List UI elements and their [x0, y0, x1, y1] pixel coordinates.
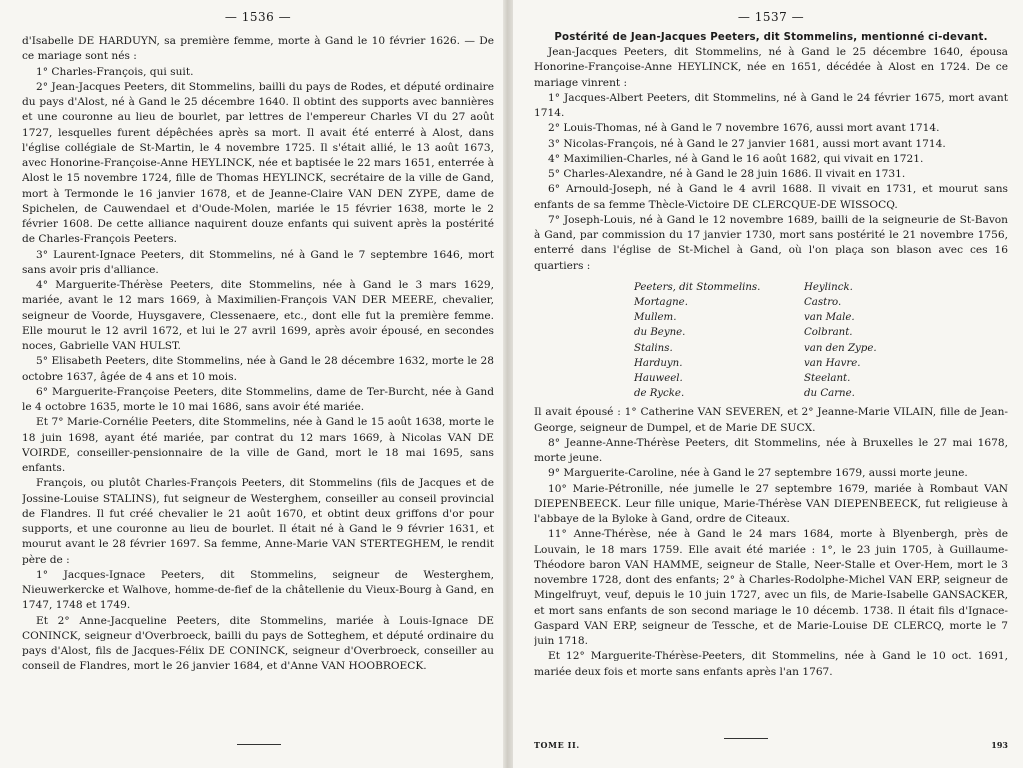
paragraph: Et 7° Marie-Cornélie Peeters, dite Stommelins, née à Gand le 15 août 1638, morte le 18 juin 1698, ayant été mariée, par contrat du 12 mars 1669, à Nicolas VAN DE VOIRDE, conseiller-pensionnaire de la ville de Gand, mort le 18 mai 1695, sans enfants. — [22, 416, 494, 474]
quarter-right: van Havre. — [804, 357, 861, 369]
book-gutter — [503, 0, 513, 768]
quarters-list — [634, 280, 1008, 402]
footer-tome: TOME II. — [534, 740, 580, 750]
bottom-rule — [724, 738, 768, 739]
quarter-left: Mortagne. — [634, 296, 688, 308]
paragraph: 11° Anne-Thérèse, née à Gand le 24 mars 1684, morte à Blyenbergh, près de Louvain, le 18 mars 1759. Elle avait été mariée : 1°, le 23 juin 1705, à Guillaume-Théodore baron VAN HAMME, seigneur de Stalle, Neer-Stalle et Over-Hem, mort le 3 novembre 1728, dont des enfants; 2° à Charles-Rodolphe-Michel VAN ERP, seigneur de Mingelfruyt, veuf, depuis le 10 juin 1727, avec un fils, de Marie-Isabelle GANSACKER, et mort sans enfants de son second mariage le 10 décemb. 1738. Il était fils d'Ignace-Gaspard VAN ERP, seigneur de Tessche, et de Marie-Louise DE CLERCQ, morte le 7 juin 1718. — [534, 528, 1008, 648]
quarter-right: Colbrant. — [804, 327, 853, 339]
paragraph: 7° Joseph-Louis, né à Gand le 12 novembre 1689, bailli de la seigneurie de St-Bavon à Gand, par commission du 17 janvier 1730, mort sans postérité le 21 novembre 1756, enterré dans l'église de St-Michel à Gand, où l'on plaça son blason avec ces 16 quartiers : — [534, 213, 1008, 272]
paragraph: Il avait épousé : 1° Catherine VAN SEVEREN, et 2° Jeanne-Marie VILAIN, fille de Jean-George, seigneur de Dumpel, et de Marie DE SUCX. — [534, 406, 1008, 434]
bottom-rule — [237, 744, 281, 745]
paragraph: 6° Marguerite-Françoise Peeters, dite Stommelins, dame de Ter-Burcht, née à Gand le 4 octobre 1635, morte le 10 mai 1686, sans avoir été mariée. — [22, 385, 494, 413]
left-page-text — [22, 34, 494, 675]
page-footer — [534, 740, 1008, 754]
quarter-right: van Male. — [804, 312, 855, 324]
quarter-left: Peeters, dit Stommelins. — [634, 281, 761, 293]
quarter-right: Steelant. — [804, 372, 851, 384]
paragraph: 1° Charles-François, qui suit. — [36, 65, 194, 78]
right-page — [534, 0, 1008, 768]
quarter-right: van den Zype. — [804, 342, 877, 354]
paragraph: Jean-Jacques Peeters, dit Stommelins, né à Gand le 25 décembre 1640, épousa Honorine-Françoise-Anne HEYLINCK, née en 1651, décédée à Alost en 1724. De ce mariage vinrent : — [534, 46, 1008, 89]
paragraph: Et 2° Anne-Jacqueline Peeters, dite Stommelins, mariée à Louis-Ignace DE CONINCK, seigneur d'Overbroeck, bailli du pays de Sotteghem, et député ordinaire du pays d'Alost, fils de Jacques-Félix DE CONINCK, seigneur d'Overbroeck, conseiller au conseil de Flandres, mort le 26 janvier 1684, et d'Anne VAN HOOBROECK. — [22, 614, 494, 673]
paragraph: 5° Elisabeth Peeters, dite Stommelins, née à Gand le 28 décembre 1632, morte le 28 octobre 1637, âgée de 4 ans et 10 mois. — [22, 355, 494, 383]
paragraph: 2° Jean-Jacques Peeters, dit Stommelins, bailli du pays de Rodes, et député ordinaire du pays d'Alost, né à Gand le 25 décembre 1640. Il obtint des supports avec bannières et une couronne au lieu de bourlet, par lettres de l'empereur Charles VI du 27 août 1727, lesquelles furent dépêchées après sa mort. Il avait été enterré à Alost, dans l'église collégiale de St-Martin, le 4 novembre 1725. Il s'était allié, le 13 août 1673, avec Honorine-Françoise-Anne HEYLINCK, née et baptisée le 22 mars 1651, enterrée à Alost le 15 novembre 1724, fille de Thomas HEYLINCK, secrétaire de la ville de Gand, mort à Termonde le 16 janvier 1678, et de Jeanne-Claire VAN DEN ZYPE, dame de Spichelen, de Cauwendael et d'Oude-Molen, mariée le 15 février 1638, morte le 2 février 1608. De cette alliance naquirent douze enfants qui suivent après la postérité de Charles-François Peeters. — [22, 80, 494, 246]
left-page — [22, 0, 494, 768]
quarter-left: Stalins. — [634, 342, 673, 354]
paragraph: 3° Laurent-Ignace Peeters, dit Stommelins, né à Gand le 7 septembre 1646, mort sans avoir pris d'alliance. — [22, 248, 494, 276]
quarter-left: du Beyne. — [634, 327, 686, 339]
quarter-left: de Rycke. — [634, 388, 685, 400]
paragraph: 4° Maximilien-Charles, né à Gand le 16 août 1682, qui vivait en 1721. — [548, 152, 924, 165]
paragraph: 4° Marguerite-Thérèse Peeters, dite Stommelins, née à Gand le 3 mars 1629, mariée, avant le 12 mars 1669, à Maximilien-François VAN DER MEERE, chevalier, seigneur de Voorde, Huysgavere, Clessenaere, etc., dont elle fut la première femme. Elle mourut le 12 avril 1672, et lui le 27 avril 1699, après avoir épousé, en secondes noces, Gabrielle VAN HULST. — [22, 279, 494, 352]
quarter-left: Hauweel. — [634, 372, 683, 384]
paragraph: Et 12° Marguerite-Thérèse-Peeters, dit Stommelins, née à Gand le 10 oct. 1691, mariée deux fois et morte sans enfants après l'an 1767. — [534, 650, 1008, 678]
paragraph: 8° Jeanne-Anne-Thérèse Peeters, dit Stommelins, née à Bruxelles le 27 mai 1678, morte jeune. — [534, 436, 1008, 465]
section-title: Postérité de Jean-Jacques Peeters, dit Stommelins, mentionné ci-devant. — [554, 32, 988, 43]
right-page-number: — 1537 — — [737, 10, 805, 24]
quarter-left: Harduyn. — [634, 357, 683, 369]
paragraph: 9° Marguerite-Caroline, née à Gand le 27 septembre 1679, aussi morte jeune. — [548, 467, 968, 480]
paragraph: 10° Marie-Pétronille, née jumelle le 27 septembre 1679, mariée à Rombaut VAN DIEPENBEECK. Leur fille unique, Marie-Thérèse VAN DIEPENBEECK, fut religieuse à l'abbaye de la Byloke à Gand, ordre de Citeaux. — [534, 482, 1008, 526]
paragraph: 6° Arnould-Joseph, né à Gand le 4 avril 1688. Il vivait en 1731, et mourut sans enfants de sa femme Thècle-Victoire DE CLERCQUE-DE WISSOCQ. — [534, 183, 1008, 211]
right-page-text — [534, 45, 1008, 680]
quarter-left: Mullem. — [634, 312, 677, 324]
paragraph: 3° Nicolas-François, né à Gand le 27 janvier 1681, aussi mort avant 1714. — [548, 137, 946, 150]
footer-signature: 193 — [991, 740, 1008, 750]
paragraph: 2° Louis-Thomas, né à Gand le 7 novembre 1676, aussi mort avant 1714. — [548, 122, 940, 135]
paragraph: 5° Charles-Alexandre, né à Gand le 28 juin 1686. Il vivait en 1731. — [548, 168, 906, 180]
paragraph: 1° Jacques-Albert Peeters, dit Stommelins, né à Gand le 24 février 1675, mort avant 1714. — [534, 91, 1008, 119]
quarter-right: du Carne. — [804, 388, 855, 400]
paragraph: d'Isabelle DE HARDUYN, sa première femme, morte à Gand le 10 février 1626. — De ce mariage sont nés : — [22, 35, 494, 63]
quarter-right: Heylinck. — [804, 281, 853, 293]
paragraph: 1° Jacques-Ignace Peeters, dit Stommelins, seigneur de Westerghem, Nieuwerkercke et Walhove, homme-de-fief de la châtellenie du Vieux-Bourg à Gand, en 1747, 1748 et 1749. — [22, 568, 494, 612]
left-page-number: — 1536 — — [224, 10, 292, 24]
quarter-right: Castro. — [804, 296, 842, 308]
paragraph: François, ou plutôt Charles-François Peeters, dit Stommelins (fils de Jacques et de Jossine-Louise STALINS), fut seigneur de Westerghem, conseiller au conseil provincial de Flandres. Il fut créé chevalier le 21 août 1670, et obtint deux griffons d'or pour supports, et une couronne au lieu de bourlet. Il était né à Gand le 9 février 1631, et mourut avant le 28 février 1697. Sa femme, Anne-Marie VAN STERTEGHEM, le rendit père de : — [22, 477, 494, 566]
